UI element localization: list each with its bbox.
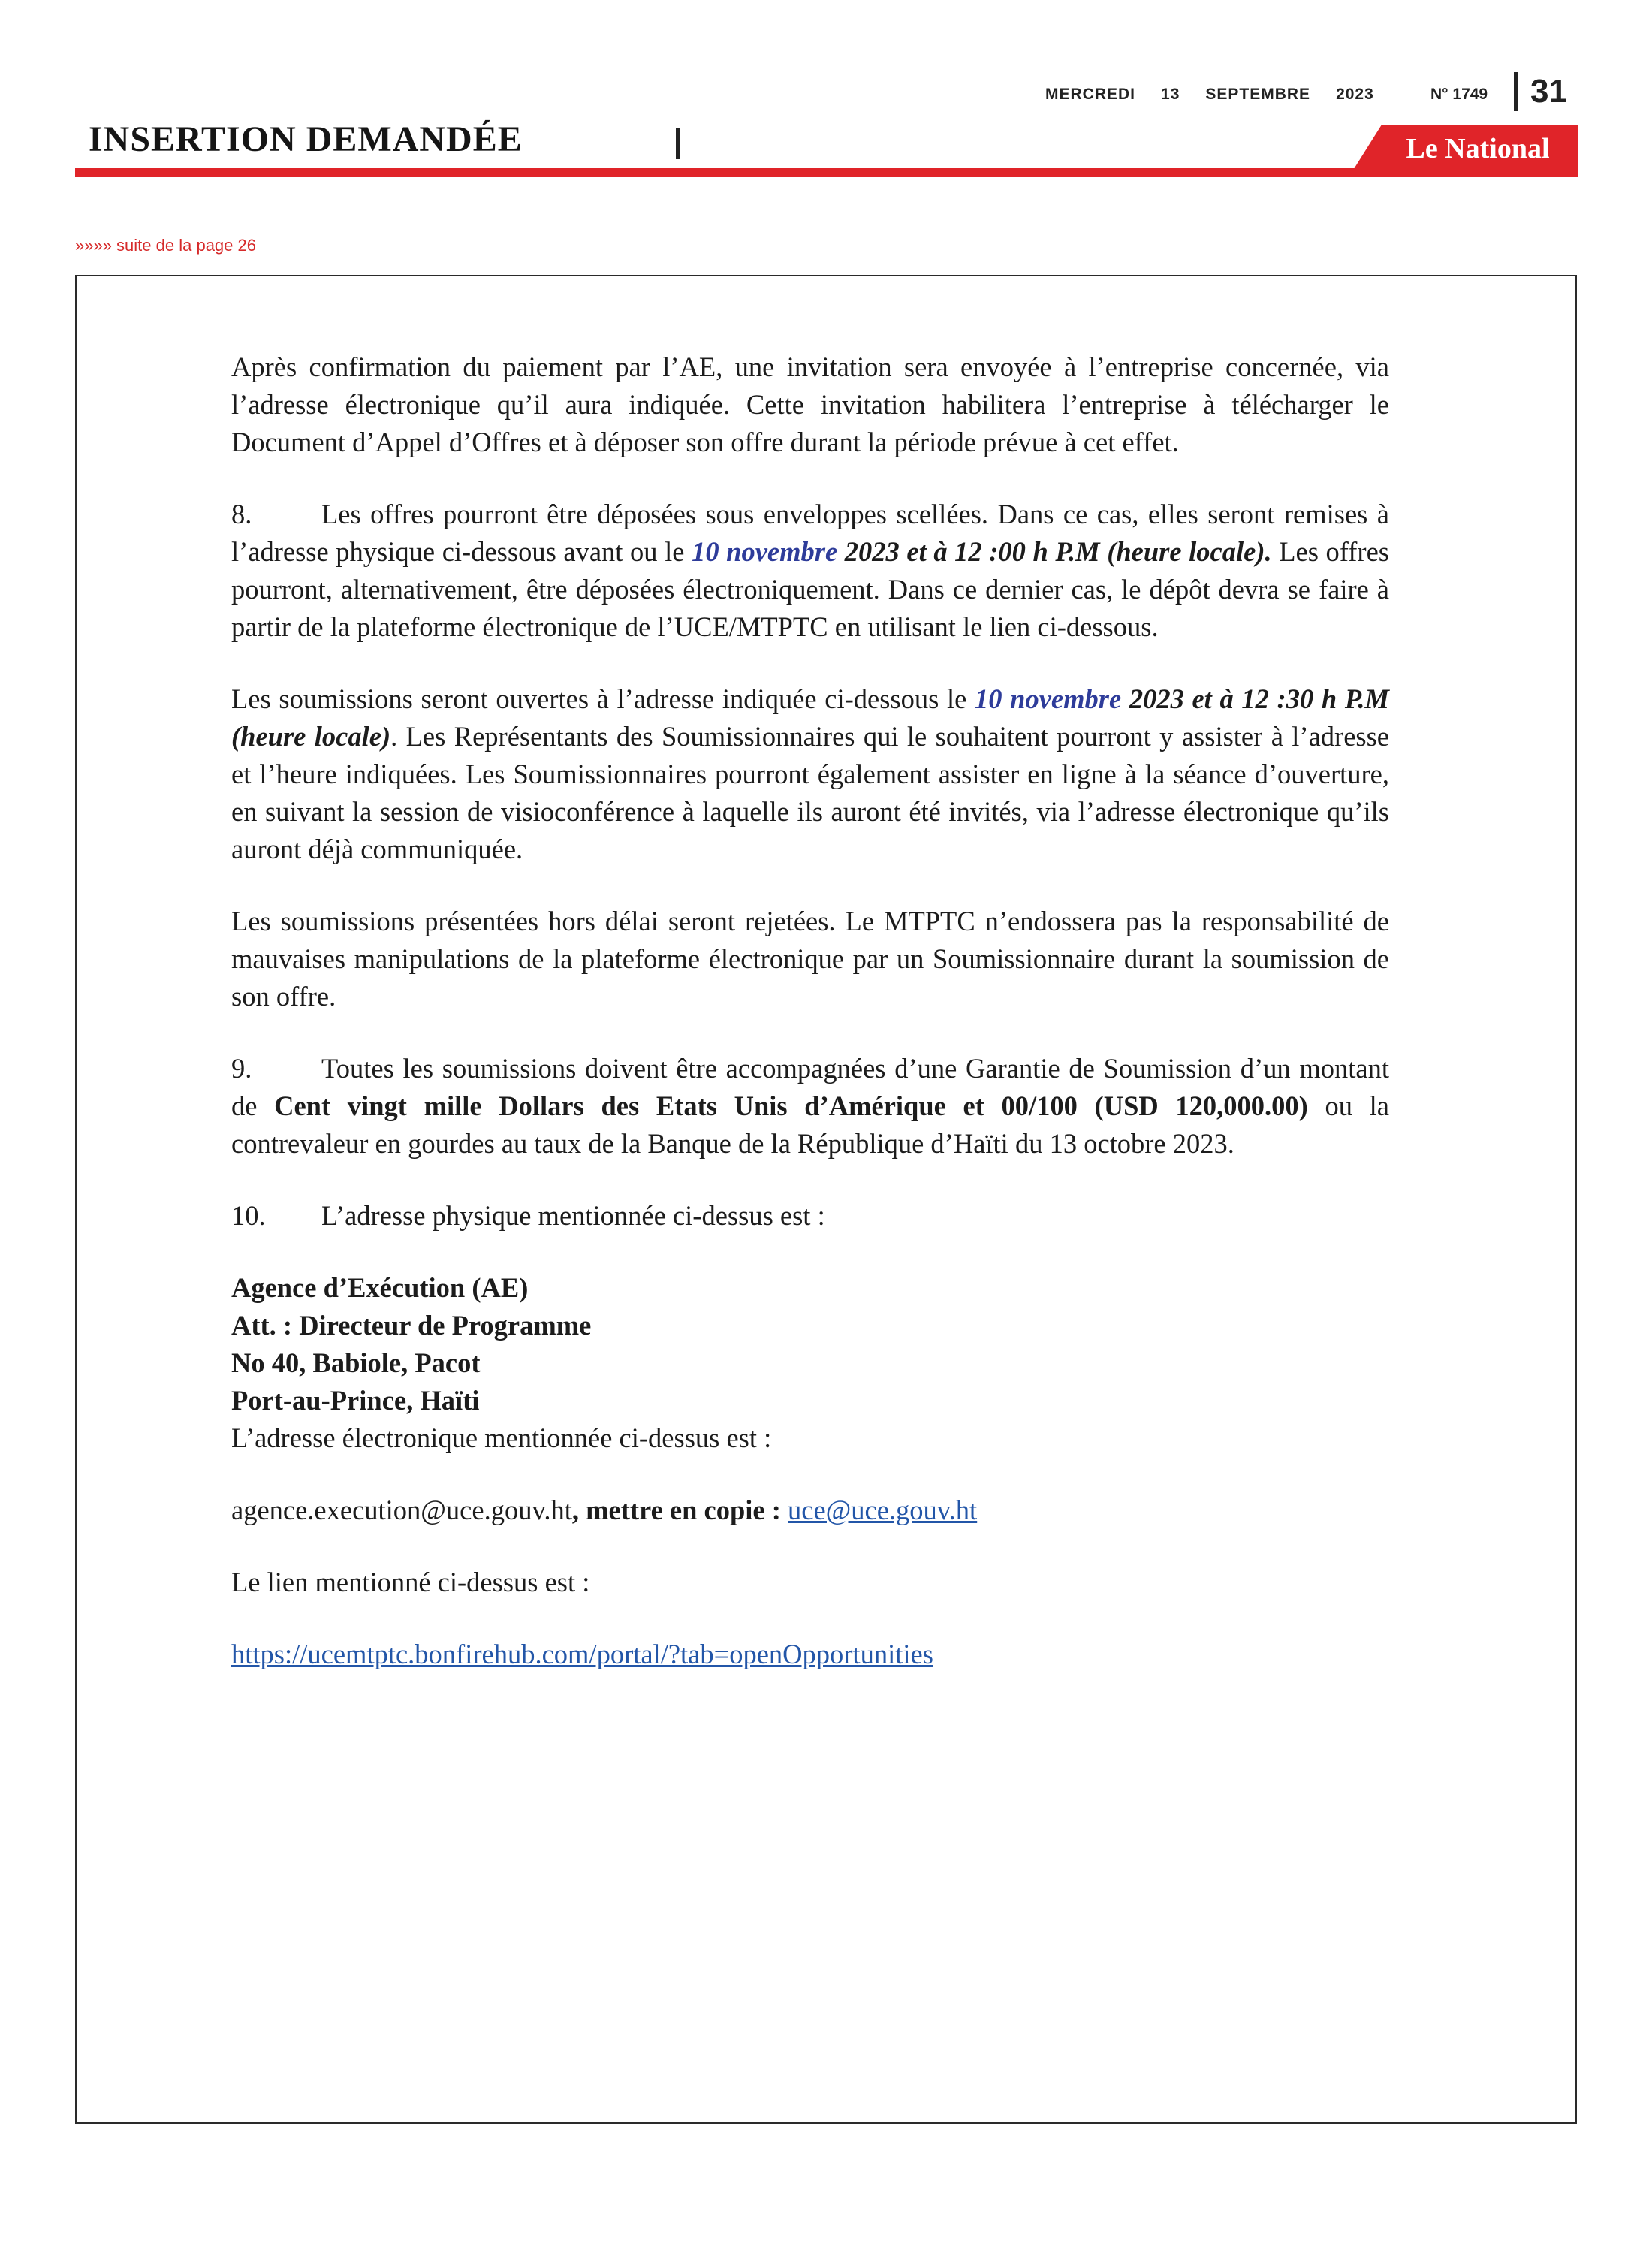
address-line: No 40, Babiole, Pacot bbox=[231, 1347, 481, 1378]
email-intro: L’adresse électronique mentionnée ci-dessus est : bbox=[231, 1422, 772, 1453]
deadline-date: 10 novembre bbox=[692, 536, 838, 567]
copy-email-link[interactable]: uce@uce.gouv.ht bbox=[788, 1494, 978, 1525]
copy-label: , mettre en copie : bbox=[571, 1494, 788, 1525]
address-line: Port-au-Prince, Haïti bbox=[231, 1385, 480, 1416]
address-line: Agence d’Exécution (AE) bbox=[231, 1272, 529, 1303]
physical-address bbox=[231, 1269, 1389, 1457]
issue-year: 2023 bbox=[1336, 86, 1374, 103]
paragraph-text: Les soumissions seront ouvertes à l’adresse indiquée ci-dessous le bbox=[231, 683, 975, 714]
issue-day: 13 bbox=[1161, 86, 1180, 103]
paragraph-8 bbox=[231, 496, 1389, 646]
portal-link-paragraph bbox=[231, 1636, 1389, 1673]
paragraph-late-submissions: Les soumissions présentées hors délai seront rejetées. Le MTPTC n’endossera pas la responsabilité de mauvaises manipulations de la plateforme électronique par un Soumissionnaire durant la soumission de son offre. bbox=[231, 906, 1389, 1012]
address-line: Att. : Directeur de Programme bbox=[231, 1310, 592, 1341]
primary-email: agence.execution@uce.gouv.ht bbox=[231, 1494, 572, 1525]
deadline-time: 2023 et à 12 :00 h P.M (heure locale). bbox=[837, 536, 1272, 567]
paragraph-invitation: Après confirmation du paiement par l’AE, une invitation sera envoyée à l’entreprise concernée, via l’adresse électronique qu’il aura indiquée. Cette invitation habilitera l’entreprise à télécharger le Document d’Appel d’Offres et à déposer son offre durant la période prévue à cet effet. bbox=[231, 351, 1389, 457]
opening-date: 10 novembre bbox=[974, 683, 1122, 714]
paragraph-text: L’adresse physique mentionnée ci-dessus est : bbox=[321, 1200, 825, 1231]
paragraph-text: Toutes les soumissions doivent être accompagnées d’une Garantie de Soumission d’un montant de bbox=[231, 1053, 1389, 1121]
header-divider bbox=[1514, 72, 1518, 111]
paragraph-9 bbox=[231, 1050, 1389, 1163]
issue-number: N° 1749 bbox=[1430, 86, 1488, 103]
link-intro: Le lien mentionné ci-dessus est : bbox=[231, 1567, 590, 1597]
email-addresses bbox=[231, 1491, 1389, 1529]
paragraph-text: . Les Représentants des Soumissionnaires qui le souhaitent pourront y assister à l’adresse et l’heure indiquées. Les Soumissionnaires pourront également assister en ligne à la séance d’ouverture, en suivant la session de visioconférence à laquelle ils auront été invités, via l’adresse électronique qu’ils auront déjà communiquée. bbox=[231, 721, 1390, 864]
section-title: INSERTION DEMANDÉE bbox=[89, 119, 523, 159]
paragraph-text: ou la contrevaleur en gourdes au taux de la Banque de la République d’Haïti du 13 octobre 2023. bbox=[231, 1090, 1389, 1159]
paragraph-text: Les offres pourront, alternativement, être déposées électroniquement. Dans ce dernier cas, le dépôt devra se faire à partir de la plateforme électronique de l’UCE/MTPTC en utilisant le lien ci-dessous. bbox=[231, 536, 1389, 642]
continued-from-note: »»»» suite de la page 26 bbox=[75, 236, 256, 255]
guarantee-amount: Cent vingt mille Dollars des Etats Unis d’Amérique et 00/100 (USD 120,000.00) bbox=[274, 1090, 1308, 1121]
paragraph-opening bbox=[231, 680, 1389, 868]
page-number: 31 bbox=[1530, 73, 1567, 110]
notice-body bbox=[231, 348, 1389, 1708]
opening-time: 2023 et à 12 :30 h P.M (heure locale) bbox=[231, 683, 1389, 752]
newspaper-name: Le National bbox=[1406, 133, 1550, 164]
issue-weekday: MERCREDI bbox=[1045, 86, 1136, 103]
paragraph-10 bbox=[231, 1197, 1389, 1235]
paragraph-number: 10. bbox=[231, 1200, 266, 1231]
title-divider bbox=[676, 128, 680, 159]
issue-month: SEPTEMBRE bbox=[1205, 86, 1311, 103]
paragraph-number: 9. bbox=[231, 1053, 252, 1084]
paragraph-text: Les offres pourront être déposées sous enveloppes scellées. Dans ce cas, elles seront remises à l’adresse physique ci-dessous avant ou le bbox=[231, 499, 1389, 567]
issue-date bbox=[1045, 86, 1374, 104]
paragraph-number: 8. bbox=[231, 499, 252, 529]
portal-link[interactable]: https://ucemtptc.bonfirehub.com/portal/?tab=openOpportunities bbox=[231, 1639, 933, 1669]
